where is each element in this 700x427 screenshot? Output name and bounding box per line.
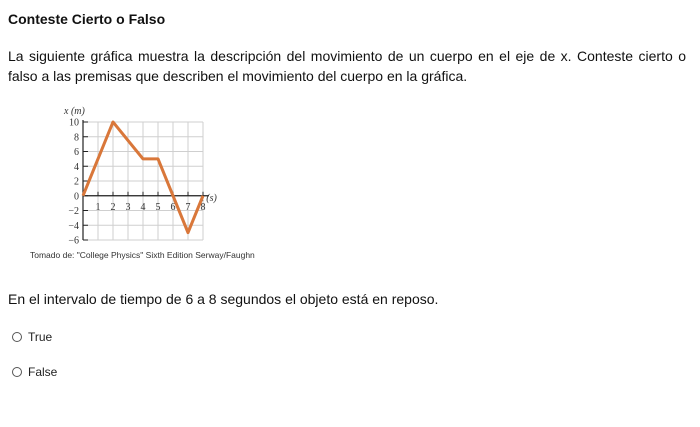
question-title: Conteste Cierto o Falso <box>8 11 166 27</box>
instructions-paragraph: La siguiente gráfica muestra la descripción del movimiento de un cuerpo en el eje de x. Conteste cierto o falso a las premisas que describen el movimiento del cuerpo en la gráfica. <box>8 48 686 84</box>
y-tick-label: −2 <box>68 206 79 217</box>
radio-false[interactable] <box>12 367 22 377</box>
y-tick-label: 10 <box>69 117 79 129</box>
question-text: En el intervalo de tiempo de 6 a 8 segundos el objeto está en reposo. <box>8 291 439 307</box>
y-tick-label: 4 <box>74 161 79 173</box>
x-tick-label: 2 <box>110 201 116 213</box>
option-false-label: False <box>28 365 58 379</box>
x-tick-labels <box>96 202 206 213</box>
x-tick-label: 1 <box>95 201 101 213</box>
y-tick-label: 2 <box>74 176 79 188</box>
x-tick-label: 6 <box>170 201 176 213</box>
x-tick-label: 4 <box>140 201 146 213</box>
option-true[interactable] <box>12 330 52 344</box>
y-tick-label: 8 <box>74 132 79 144</box>
option-true-label: True <box>28 330 53 344</box>
y-tick-label: 6 <box>74 147 79 158</box>
x-tick-label: 7 <box>185 201 191 213</box>
y-tick-labels <box>68 118 79 247</box>
y-axis-label: x (m) <box>64 106 85 117</box>
x-tick-label: 8 <box>200 201 206 213</box>
x-tick-label: 5 <box>155 201 161 213</box>
x-axis-label: t (s) <box>201 193 217 204</box>
radio-true[interactable] <box>12 332 22 342</box>
y-tick-label: −6 <box>68 235 79 247</box>
option-false[interactable] <box>12 365 57 379</box>
chart-axes <box>83 120 209 240</box>
figure-credit: Tomado de: "College Physics" Sixth Edition Serway/Faughn <box>30 250 255 260</box>
x-tick-label: 3 <box>125 201 131 213</box>
y-tick-label: −4 <box>68 220 79 232</box>
position-time-chart <box>26 100 246 248</box>
y-tick-label: 0 <box>74 191 79 203</box>
